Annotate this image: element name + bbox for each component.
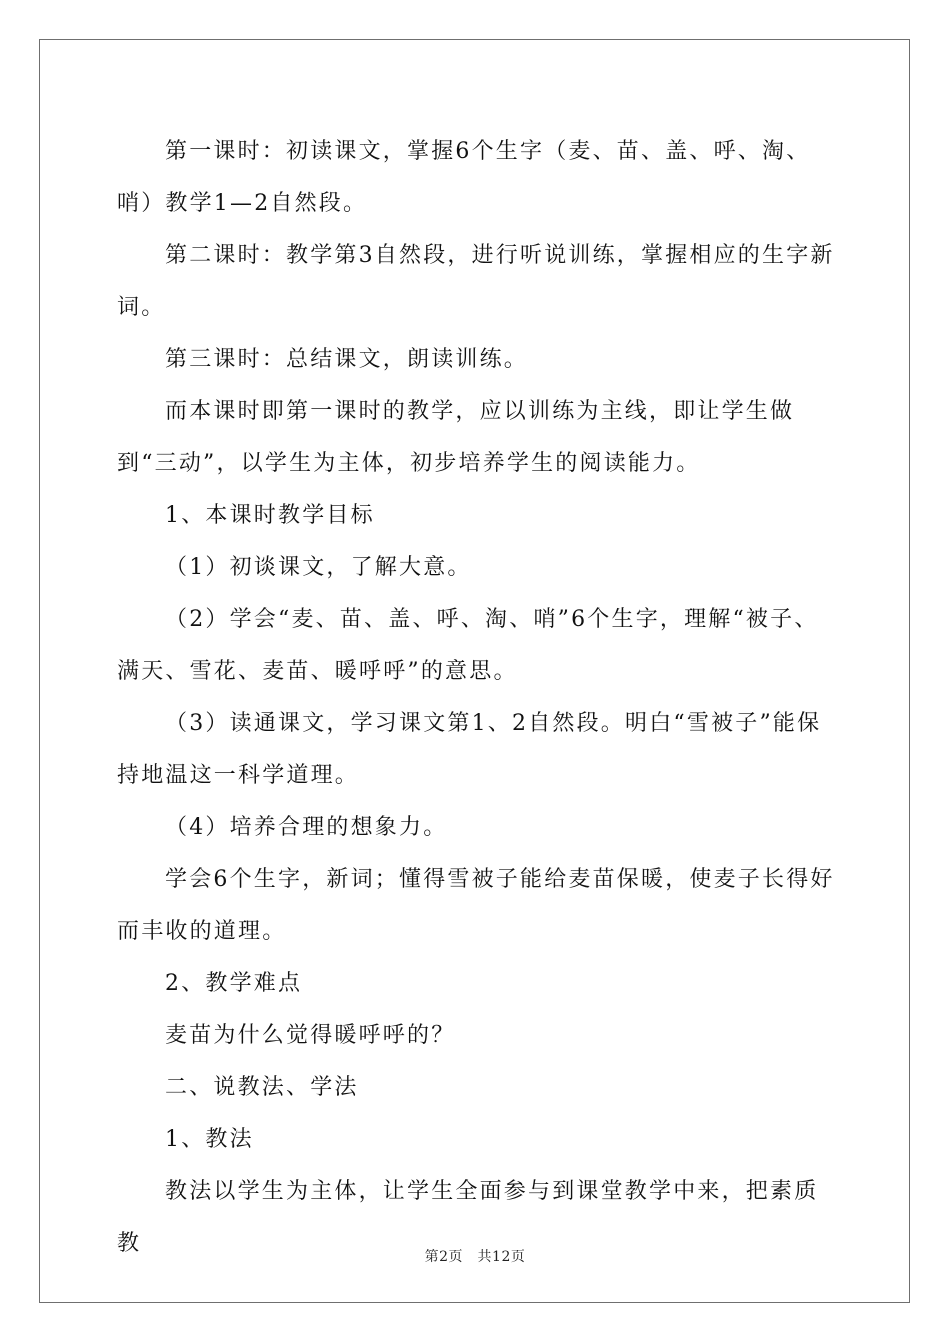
paragraph: 而本课时即第一课时的教学，应以训练为主线，即让学生做到“三动”，以学生为主体，初步培养学生的阅读能力。 <box>117 399 795 476</box>
section-heading: 1、本课时教学目标 <box>165 503 375 528</box>
paragraph: 第一课时：初读课文，掌握6个生字（麦、苗、盖、呼、淘、哨）教学1—2自然段。 <box>117 139 811 216</box>
paragraph: 麦苗为什么觉得暖呼呼的？ <box>165 1023 456 1048</box>
section-heading: 二、说教法、学法 <box>165 1075 359 1100</box>
list-item: （4）培养合理的想象力。 <box>165 815 448 840</box>
list-item: （1）初谈课文，了解大意。 <box>165 555 472 580</box>
paragraph: 学会6个生字，新词；懂得雪被子能给麦苗保暖，使麦子长得好而丰收的道理。 <box>117 867 835 944</box>
page-footer: 第2页 共12页 <box>424 1249 526 1265</box>
section-heading: 2、教学难点 <box>165 971 303 996</box>
paragraph: 教法以学生为主体，让学生全面参与到课堂教学中来，把素质教 <box>117 1179 819 1256</box>
paragraph: 第二课时：教学第3自然段，进行听说训练，掌握相应的生字新词。 <box>117 243 835 320</box>
paragraph: 第三课时：总结课文，朗读训练。 <box>165 347 529 372</box>
section-heading: 1、教法 <box>165 1127 254 1152</box>
list-item: （2）学会“麦、苗、盖、呼、淘、哨”6个生字，理解“被子、满天、雪花、麦苗、暖呼呼”的意思。 <box>117 607 819 684</box>
document-body <box>117 126 837 1270</box>
list-item: （3）读通课文，学习课文第1、2自然段。明白“雪被子”能保持地温这一科学道理。 <box>117 711 822 788</box>
